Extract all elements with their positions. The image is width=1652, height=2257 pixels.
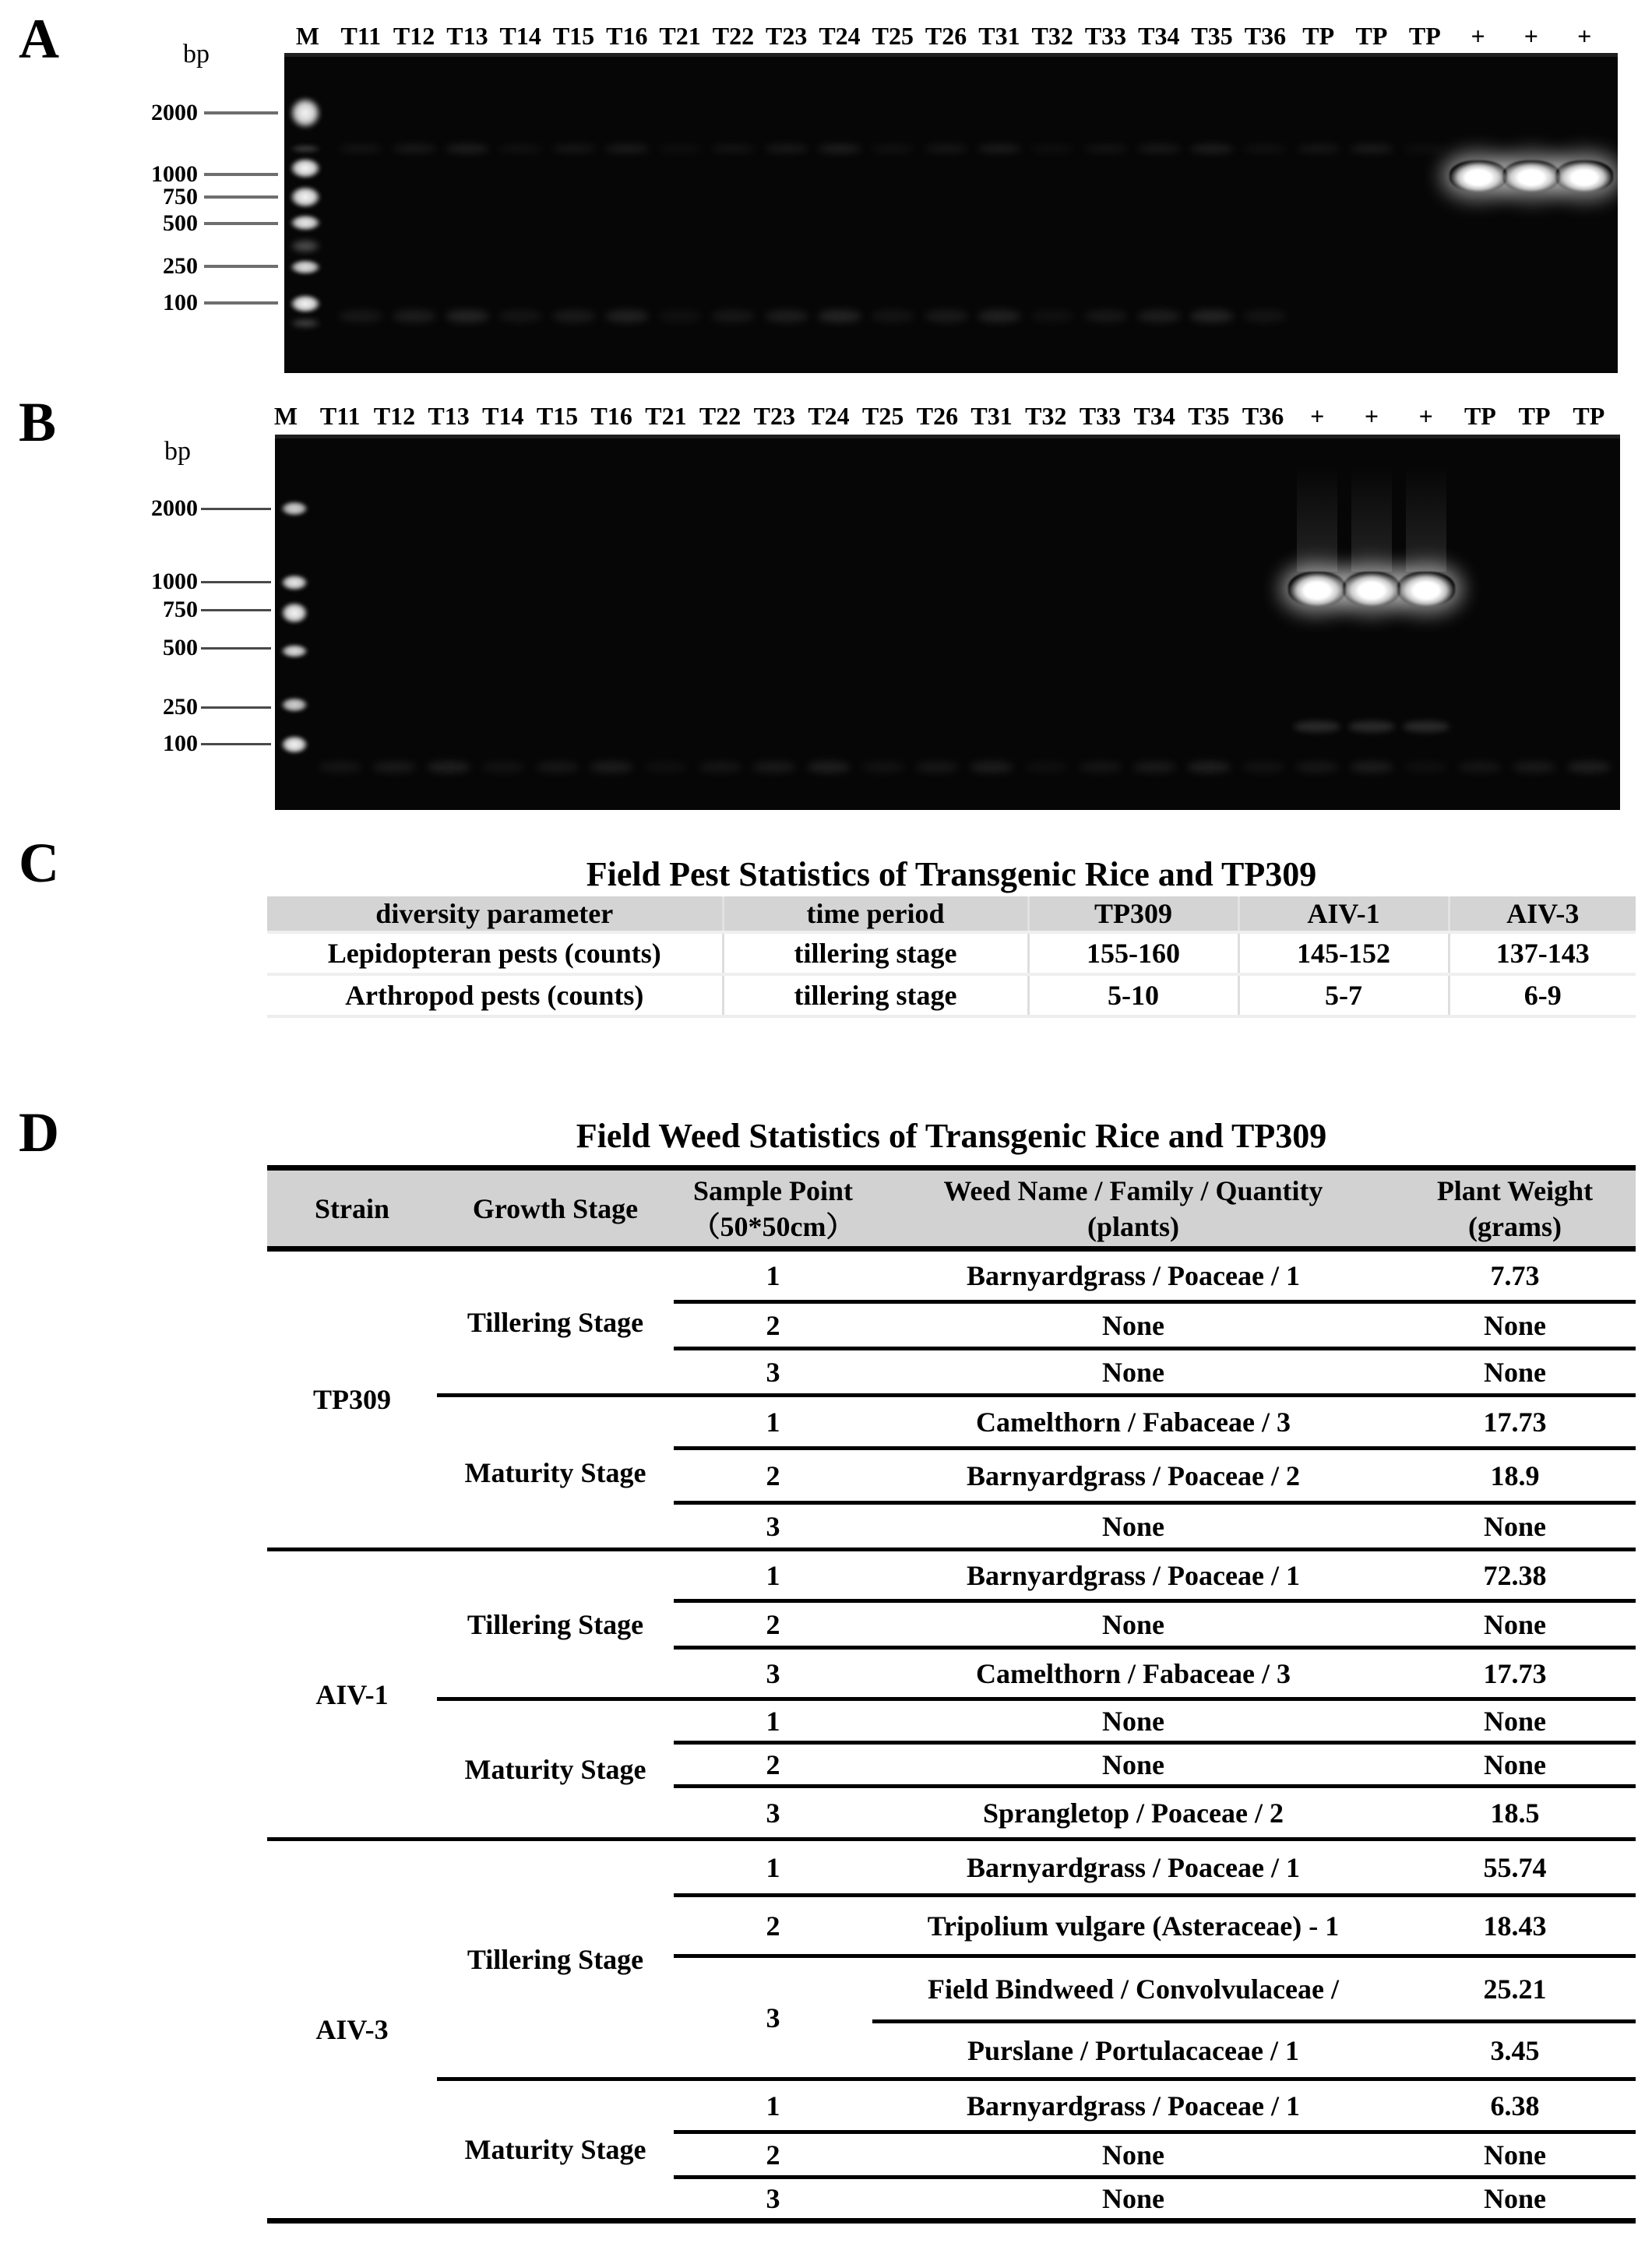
marker-tick: [204, 195, 278, 199]
faint-band: [1190, 145, 1234, 153]
faint-band: [1084, 145, 1128, 153]
lane-label: T26: [925, 22, 967, 50]
faint-band: [1403, 145, 1446, 153]
ladder-band: [284, 291, 326, 316]
point-cell: 3: [674, 1956, 872, 2079]
marker-label: 250: [163, 253, 198, 279]
pcr-band: [1288, 572, 1346, 606]
faint-band: [590, 762, 633, 773]
gel-image-b: [275, 435, 1620, 810]
table-row: [267, 1249, 1636, 1302]
pest-table: [267, 896, 1636, 1018]
ladder-band: [276, 498, 313, 519]
faint-band: [552, 310, 596, 322]
weed-cell: Camelthorn / Fabaceae / 3: [872, 1396, 1394, 1449]
weight-cell: None: [1394, 1601, 1636, 1648]
marker-tick: [204, 222, 278, 225]
marker-tick: [201, 647, 271, 650]
weed-col-plant-weight-line2: (grams): [1468, 1210, 1562, 1242]
weed-cell: None: [872, 1601, 1394, 1648]
marker-label: 1000: [151, 569, 198, 594]
lane-label: T12: [393, 22, 435, 50]
strain-cell: TP309: [312, 1384, 391, 1415]
marker-label: 1000: [151, 161, 198, 187]
ladder-band: [284, 143, 326, 154]
lane-label: T11: [319, 402, 361, 430]
pest-cell: tillering stage: [723, 932, 1028, 974]
marker-label: 2000: [151, 495, 198, 521]
lane-label: T11: [340, 22, 382, 50]
lane-label: T34: [1133, 402, 1175, 430]
faint-band: [339, 145, 382, 153]
faint-band: [1294, 721, 1340, 732]
lane-label: T33: [1084, 22, 1127, 50]
pcr-band: [1555, 160, 1613, 192]
ladder-band: [284, 318, 326, 329]
faint-band: [925, 145, 968, 153]
faint-band: [977, 145, 1021, 153]
pcr-band: [1502, 160, 1560, 192]
weed-cell: Purslane / Portulacaceae / 1: [872, 2022, 1394, 2079]
ladder-band: [284, 182, 326, 212]
pcr-band: [1449, 160, 1507, 192]
point-cell: 3: [674, 1787, 872, 1840]
faint-band: [1137, 145, 1181, 153]
faint-band: [536, 762, 579, 773]
point-cell: 2: [674, 1743, 872, 1787]
faint-band: [1243, 310, 1287, 322]
lane-label: T36: [1244, 22, 1287, 50]
lane-label: T16: [606, 22, 648, 50]
faint-band: [658, 145, 702, 153]
weight-cell: None: [1394, 2132, 1636, 2178]
point-cell: 1: [674, 1550, 872, 1601]
lane-label: +: [1364, 402, 1379, 430]
table-row: [267, 1699, 1636, 1743]
point-cell: 2: [674, 1601, 872, 1648]
stage-cell: Maturity Stage: [437, 2079, 674, 2221]
gel-image-a: [284, 53, 1618, 373]
pest-table-title: Field Pest Statistics of Transgenic Rice and TP309: [586, 855, 1317, 893]
faint-band: [1137, 310, 1181, 322]
lane-label: T13: [446, 22, 488, 50]
gel-a-well-line: [284, 53, 1618, 57]
point-cell: 3: [674, 1648, 872, 1699]
lane-label: T15: [552, 22, 595, 50]
marker-label: 750: [163, 597, 198, 622]
faint-band: [818, 145, 861, 153]
faint-band: [319, 762, 362, 773]
faint-band: [871, 310, 914, 322]
pest-cell: Lepidopteran pests (counts): [267, 932, 723, 974]
faint-band: [393, 310, 436, 322]
faint-band: [1404, 762, 1448, 773]
gel-b-well-line: [275, 435, 1620, 438]
point-cell: 1: [674, 1840, 872, 1896]
point-cell: 1: [674, 2079, 872, 2132]
pest-cell: Arthropod pests (counts): [267, 974, 723, 1016]
point-cell: 1: [766, 1260, 780, 1291]
pest-cell: 6-9: [1449, 974, 1636, 1016]
lane-label: M: [295, 22, 320, 50]
pest-table-header-row: [267, 896, 1636, 932]
faint-band: [1132, 762, 1176, 773]
lane-label: T23: [766, 22, 808, 50]
faint-band: [818, 310, 861, 322]
weight-cell: 17.73: [1394, 1396, 1636, 1449]
lane-label: TP: [1518, 402, 1551, 430]
faint-band: [446, 310, 489, 322]
lane-label: T32: [1031, 22, 1073, 50]
panel-a-label: A: [19, 8, 59, 70]
weed-cell: Tripolium vulgare (Asteraceae) - 1: [872, 1896, 1394, 1956]
lane-label: +: [1471, 22, 1485, 50]
faint-band: [970, 762, 1013, 773]
faint-band: [1350, 762, 1393, 773]
faint-band: [1403, 721, 1449, 732]
faint-band: [1187, 762, 1231, 773]
weed-cell: None: [872, 1743, 1394, 1787]
marker-label: 250: [163, 694, 198, 720]
lane-label: T12: [373, 402, 416, 430]
pcr-band: [1397, 572, 1455, 606]
lane-label: T15: [536, 402, 579, 430]
pcr-band: [1343, 572, 1400, 606]
weed-cell: Barnyardgrass / Poaceae / 1: [872, 2079, 1394, 2132]
faint-band: [605, 310, 649, 322]
lane-label: TP: [1408, 22, 1441, 50]
weed-col-plant-weight-line1: Plant Weight: [1436, 1174, 1594, 1206]
lane-label: T35: [1191, 22, 1233, 50]
weed-cell: None: [872, 1699, 1394, 1743]
marker-tick: [204, 111, 278, 114]
table-row: [267, 932, 1636, 974]
pest-col-tp309: TP309: [1028, 896, 1238, 932]
weight-cell: 18.43: [1394, 1896, 1636, 1956]
lane-label: T22: [712, 22, 755, 50]
pest-cell: tillering stage: [723, 974, 1028, 1016]
faint-band: [752, 762, 796, 773]
marker-tick: [201, 508, 271, 510]
faint-band: [481, 762, 525, 773]
weight-cell: 18.9: [1394, 1449, 1636, 1503]
lane-label: T36: [1242, 402, 1284, 430]
weight-cell: None: [1394, 1699, 1636, 1743]
lane-label: T22: [699, 402, 741, 430]
weight-cell: None: [1394, 1743, 1636, 1787]
faint-band: [339, 310, 382, 322]
marker-tick: [201, 581, 271, 583]
lane-label: T23: [753, 402, 795, 430]
point-cell: 2: [674, 2132, 872, 2178]
faint-band: [393, 145, 436, 153]
lane-label: T34: [1138, 22, 1180, 50]
point-cell: 1: [674, 1699, 872, 1743]
strain-cell: AIV-1: [267, 1550, 437, 1840]
ladder-band: [276, 695, 313, 715]
lane-label: M: [273, 402, 298, 430]
table-row: [267, 1840, 1636, 1896]
lane-label: +: [1577, 22, 1592, 50]
lane-label: TP: [1355, 22, 1388, 50]
point-cell: 1: [674, 1396, 872, 1449]
weight-cell: 25.21: [1394, 1956, 1636, 2022]
lane-label: T35: [1188, 402, 1230, 430]
lane-label: T13: [428, 402, 470, 430]
lane-label: +: [1418, 402, 1433, 430]
lane-label: T24: [819, 22, 861, 50]
panel-c-label: C: [19, 832, 59, 894]
weight-cell: 7.73: [1490, 1260, 1540, 1291]
pest-col-diversity-parameter: diversity parameter: [267, 896, 723, 932]
lane-label: T31: [970, 402, 1013, 430]
ladder-band: [284, 154, 326, 182]
faint-band: [861, 762, 905, 773]
faint-band: [372, 762, 416, 773]
marker-tick: [204, 301, 278, 305]
pest-cell: 5-10: [1028, 974, 1238, 1016]
panel-a-bp-unit: bp: [183, 40, 210, 69]
faint-band: [1297, 145, 1340, 153]
faint-band: [1190, 310, 1234, 322]
panel-b-label: B: [19, 391, 57, 453]
lane-label: T25: [872, 22, 914, 50]
table-row: [267, 1396, 1636, 1449]
weed-cell: None: [872, 1349, 1394, 1396]
table-row: [267, 2079, 1636, 2132]
stage-cell: Maturity Stage: [437, 1699, 674, 1840]
faint-band: [658, 310, 702, 322]
marker-label: 100: [163, 731, 198, 756]
weed-cell: Barnyardgrass / Poaceae / 1: [872, 1840, 1394, 1896]
weed-col-sample-point-line2: （50*50cm）: [692, 1210, 854, 1242]
marker-label: 750: [163, 184, 198, 210]
faint-band: [977, 310, 1021, 322]
weight-cell: 6.38: [1394, 2079, 1636, 2132]
faint-band: [498, 145, 542, 153]
weed-table: [267, 1165, 1636, 2224]
weed-col-weed-name: [872, 1168, 1394, 1249]
pest-cell: 137-143: [1449, 932, 1636, 974]
weed-col-plant-weight: [1394, 1168, 1636, 1249]
marker-label: 2000: [151, 100, 198, 125]
faint-band: [765, 145, 808, 153]
ladder-band: [276, 732, 313, 757]
weight-cell: 72.38: [1394, 1550, 1636, 1601]
weed-col-strain: [267, 1168, 437, 1249]
marker-label: 500: [163, 210, 198, 236]
lane-label: T32: [1025, 402, 1067, 430]
weight-cell: None: [1394, 2178, 1636, 2221]
weed-cell: None: [872, 2178, 1394, 2221]
point-cell: 3: [674, 1349, 872, 1396]
lane-label: TP: [1302, 22, 1335, 50]
faint-band: [711, 310, 755, 322]
weight-cell: 17.73: [1394, 1648, 1636, 1699]
weight-cell: 3.45: [1394, 2022, 1636, 2079]
weed-col-growth-stage: [437, 1168, 674, 1249]
strain-cell: AIV-3: [267, 1840, 437, 2221]
faint-band: [1024, 762, 1068, 773]
weight-cell: 55.74: [1394, 1840, 1636, 1896]
pest-col-aiv1: AIV-1: [1238, 896, 1449, 932]
weed-col-sample-point: [674, 1168, 872, 1249]
point-cell: 3: [674, 2178, 872, 2221]
lane-streak: [1406, 466, 1446, 572]
pest-col-aiv3: AIV-3: [1449, 896, 1636, 932]
faint-band: [1030, 310, 1074, 322]
lane-label: +: [1310, 402, 1325, 430]
weight-cell: None: [1394, 1349, 1636, 1396]
marker-tick: [204, 265, 278, 268]
ladder-band: [284, 237, 326, 255]
faint-band: [915, 762, 959, 773]
faint-band: [1295, 762, 1339, 773]
lane-label: T25: [862, 402, 904, 430]
lane-label: T33: [1079, 402, 1122, 430]
marker-tick: [204, 173, 278, 176]
stage-cell: Tillering Stage: [437, 1840, 674, 2079]
pest-cell: 145-152: [1238, 932, 1449, 974]
panel-b-bp-unit: bp: [164, 437, 191, 466]
weight-cell: None: [1394, 1302, 1636, 1349]
weed-table-header-row: [267, 1168, 1636, 1249]
faint-band: [765, 310, 808, 322]
point-cell: 3: [674, 1503, 872, 1550]
weed-col-weed-name-line1: Weed Name / Family / Quantity: [943, 1174, 1323, 1206]
point-cell: 2: [674, 1896, 872, 1956]
lane-label: T31: [978, 22, 1020, 50]
faint-band: [1084, 310, 1128, 322]
faint-band: [1350, 145, 1393, 153]
stage-cell: Maturity Stage: [437, 1396, 674, 1550]
point-cell: 2: [674, 1302, 872, 1349]
faint-band: [1348, 721, 1395, 732]
lane-label: T24: [808, 402, 850, 430]
marker-tick: [201, 743, 271, 745]
ladder-band: [276, 598, 313, 628]
pest-cell: 155-160: [1028, 932, 1238, 974]
faint-band: [1513, 762, 1556, 773]
lane-label: T14: [482, 402, 524, 430]
weed-cell: Barnyardgrass / Poaceae / 1: [872, 1550, 1394, 1601]
faint-band: [605, 145, 649, 153]
faint-band: [498, 310, 542, 322]
table-row: [267, 974, 1636, 1016]
lane-label: T16: [590, 402, 632, 430]
faint-band: [711, 145, 755, 153]
weed-col-weed-name-line2: (plants): [1087, 1210, 1180, 1242]
faint-band: [1030, 145, 1074, 153]
lane-label: TP: [1573, 402, 1605, 430]
faint-band: [552, 145, 596, 153]
weight-cell: 18.5: [1394, 1787, 1636, 1840]
weed-cell: None: [872, 2132, 1394, 2178]
lane-label: T26: [916, 402, 959, 430]
faint-band: [925, 310, 968, 322]
ladder-band: [284, 92, 326, 134]
lane-streak: [1297, 466, 1337, 572]
stage-cell: Tillering Stage: [467, 1307, 644, 1338]
faint-band: [1243, 145, 1287, 153]
lane-label: T21: [645, 402, 687, 430]
lane-label: +: [1523, 22, 1538, 50]
lane-label: T21: [659, 22, 701, 50]
faint-band: [446, 145, 489, 153]
faint-band: [1079, 762, 1122, 773]
weed-col-strain-label: Strain: [314, 1192, 389, 1224]
point-cell: 2: [674, 1449, 872, 1503]
weight-cell: None: [1394, 1503, 1636, 1550]
pest-cell: 5-7: [1238, 974, 1449, 1016]
marker-tick: [201, 609, 271, 611]
faint-band: [1567, 762, 1611, 773]
faint-band: [807, 762, 851, 773]
ladder-band: [284, 257, 326, 277]
weed-cell: Barnyardgrass / Poaceae / 1: [967, 1260, 1300, 1291]
weed-cell: Barnyardgrass / Poaceae / 2: [872, 1449, 1394, 1503]
weed-cell: Sprangletop / Poaceae / 2: [872, 1787, 1394, 1840]
marker-label: 500: [163, 635, 198, 660]
stage-cell: Tillering Stage: [437, 1550, 674, 1699]
weed-col-growth-stage-label: Growth Stage: [472, 1192, 639, 1224]
marker-label: 100: [163, 290, 198, 315]
pest-col-time-period: time period: [723, 896, 1028, 932]
lane-streak: [1351, 466, 1392, 572]
ladder-band: [284, 212, 326, 234]
faint-band: [699, 762, 742, 773]
ladder-band: [276, 572, 313, 593]
weed-cell: Camelthorn / Fabaceae / 3: [872, 1648, 1394, 1699]
faint-band: [427, 762, 470, 773]
faint-band: [871, 145, 914, 153]
weed-cell: Field Bindweed / Convolvulaceae /: [872, 1956, 1394, 2022]
faint-band: [644, 762, 688, 773]
weed-cell: None: [872, 1302, 1394, 1349]
weed-cell: None: [872, 1503, 1394, 1550]
table-row: [267, 1550, 1636, 1601]
weed-table-title: Field Weed Statistics of Transgenic Rice and TP309: [576, 1117, 1327, 1155]
faint-band: [1458, 762, 1502, 773]
weed-col-sample-point-line1: Sample Point: [692, 1174, 853, 1206]
faint-band: [1242, 762, 1285, 773]
marker-tick: [201, 706, 271, 709]
lane-label: T14: [499, 22, 541, 50]
lane-label: TP: [1464, 402, 1496, 430]
panel-d-label: D: [19, 1101, 59, 1164]
ladder-band: [276, 642, 313, 660]
